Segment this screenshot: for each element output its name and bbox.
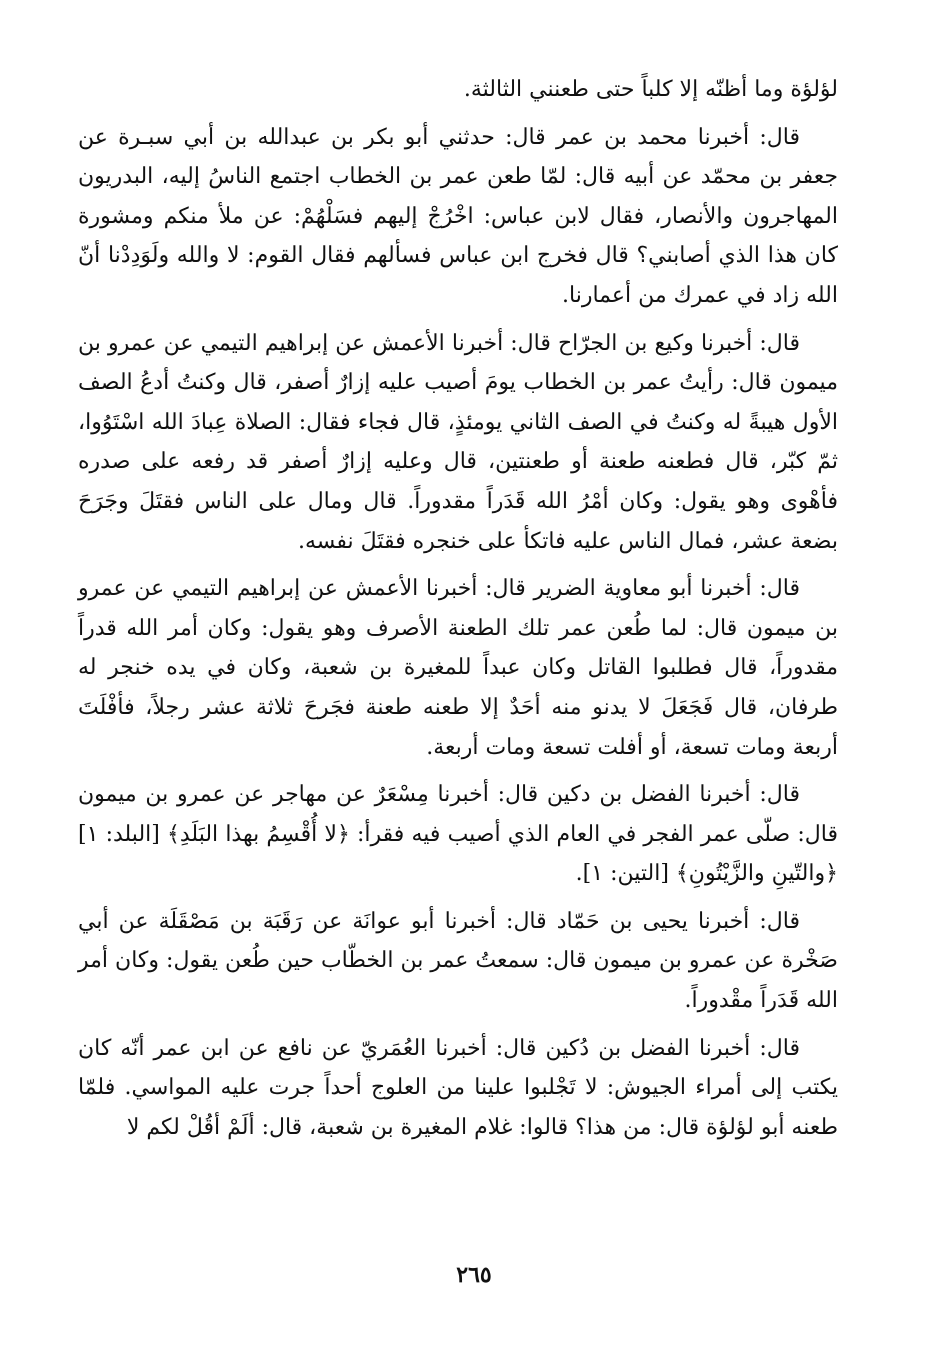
paragraph-misar-narration: قال: أخبرنا الفضل بن دكين قال: أخبرنا مِسْعَرٌ عن مهاجر عن عمرو بن ميمون قال: صلّى عمر الفجر في العام الذي أصيب فيه فقرأ: ﴿لا أُقْسِمُ بهذا البَلَدِ﴾ [البلد: ١] ﴿والتّينِ والزَّيْتُونِ﴾ [التين: ١]. [78,782,838,887]
paragraph-umari-narration: قال: أخبرنا الفضل بن دُكين قال: أخبرنا العُمَريّ عن نافع عن ابن عمر أنّه كان يكتب إلى أمراء الجيوش: لا تَجْلبوا علينا من العلوج أحداً جرت عليه المواسي. فلمّا طعنه أبو لؤلؤة قال: من هذا؟ قالوا: غلام المغيرة بن شعبة، قال: ألَمْ أقُلْ لكم لا [78,1035,838,1140]
paragraph-ibn-abbas-narration: قال: أخبرنا محمد بن عمر قال: حدثني أبو بكر بن عبدالله بن أبي سبـرة عن جعفر بن محمّد عن أبيه قال: لمّا طعن عمر بن الخطاب اجتمع الناسُ إليه، البدريون المهاجرون والأنصار، فقال لابن عباس: اخْرُجْ إليهم فسَلْهُمْ: عن ملأ منكم ومشورة كان هذا الذي أصابني؟ قال فخرج ابن عباس فسألهم فقال القوم: لا والله ولَوَدِدْنا أنّ الله زاد في عمرك من أعمارنا. [78,124,838,308]
page-body [78,70,838,1155]
paragraph-yahya-narration: قال: أخبرنا يحيى بن حَمّاد قال: أخبرنا أبو عوانَة عن رَقَبَة بن مَصْقَلَة عن أبي صَخْرة عن عمرو بن ميمون قال: سمعتُ عمر بن الخطّاب حين طُعن يقول: وكان أمر الله قَدَراً مقْدوراً. [78,908,838,1014]
page-number: ٢٦٥ [456,1262,492,1288]
paragraph-abu-muawiya-narration: قال: أخبرنا أبو معاوية الضرير قال: أخبرنا الأعمش عن إبراهيم التيمي عن عمرو بن ميمون قال: لما طُعن عمر تلك الطعنة الأصرف وهو يقول: وكان أمر الله قدراً مقدوراً، قال فطلبوا القاتل وكان عبداً للمغيرة بن شعبة، وكان في يده خنجر له طرفان، قال فَجَعَلَ لا يدنو منه أحَدٌ إلا طعنه طعنة فجَرحَ ثلاثة عشر رجلاً، فأفْلَتَ أربعة ومات تسعة، أو أفلت تسعة ومات أربعة. [78,576,838,760]
paragraph-continuation: لؤلؤة وما أظنّه إلا كلباً حتى طعنني الثالثة. [463,77,838,102]
paragraph-waki-narration: قال: أخبرنا وكيع بن الجرّاح قال: أخبرنا الأعمش عن إبراهيم التيمي عن عمرو بن ميمون قال: رأيتُ عمر بن الخطاب يومَ أصيب عليه إزارٌ أصفر، قال وكنتُ أدعُ الصف الأول هيبةً له وكنتُ في الصف الثاني يومئذٍ، قال فجاء فقال: الصلاة عِبادَ الله اسْتَوُوا، ثمّ كبّر، قال فطعنه طعنة أو طعنتين، قال وعليه إزارٌ أصفر قد رفعه على صدره فأهْوى وهو يقول: وكان أمْرُ الله قَدَراً مقدوراً. قال ومال على الناس فقتَلَ وجَرَحَ بضعة عشر، فمال الناس عليه فاتكأ على خنجره فقتَلَ نفسه. [78,330,838,554]
